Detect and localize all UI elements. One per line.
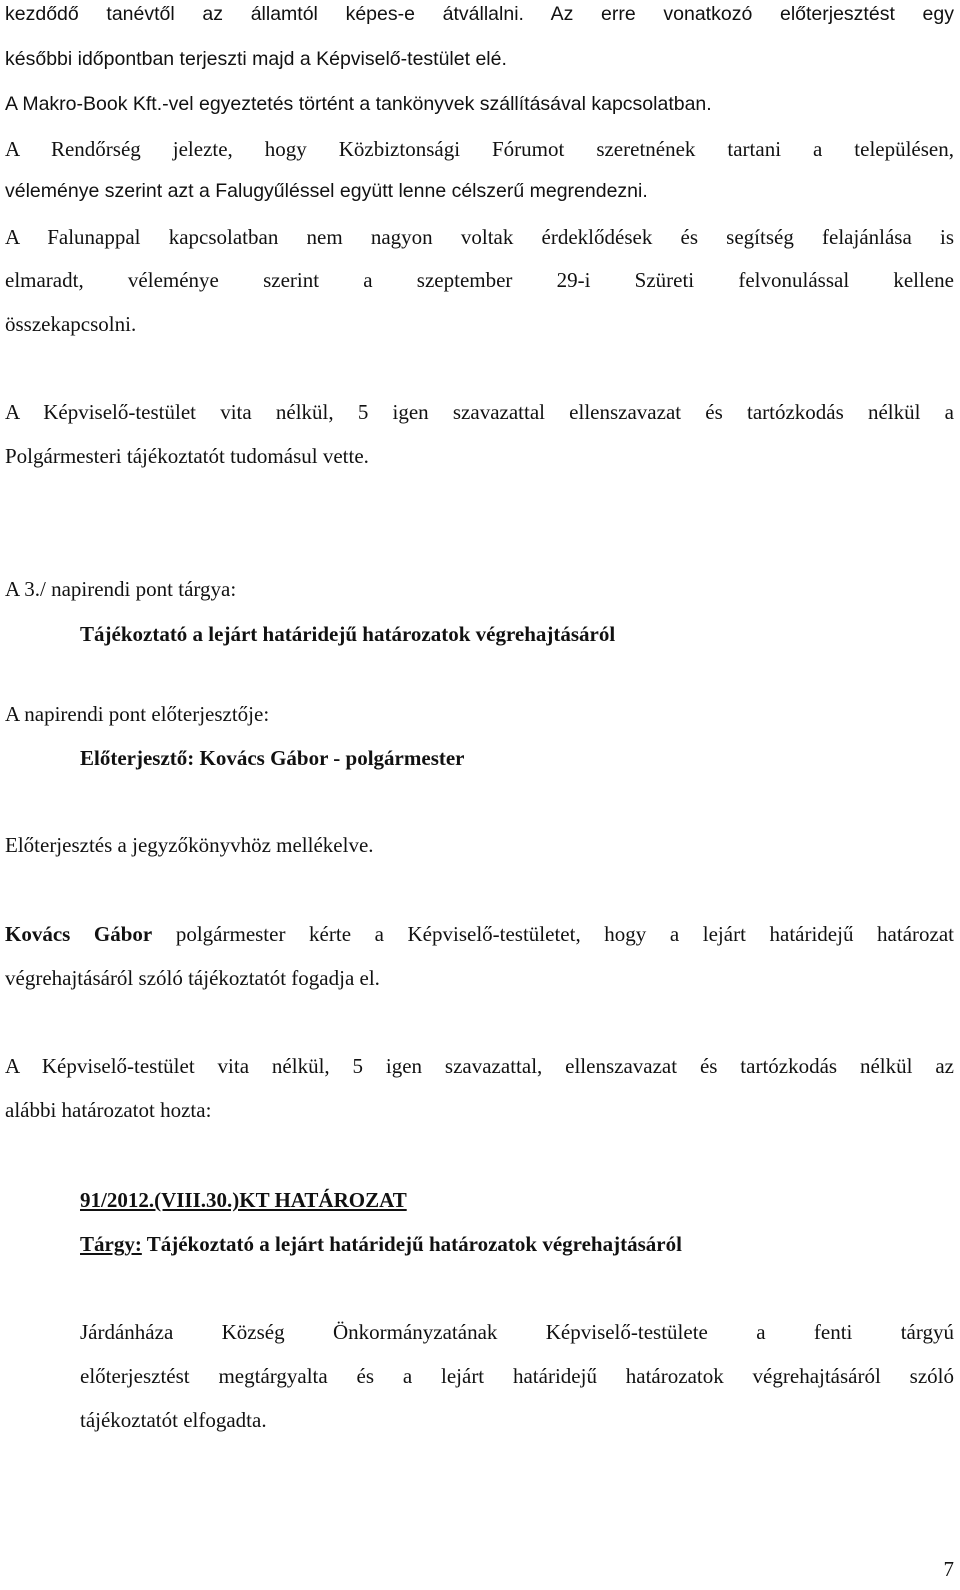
speaker-name: Kovács Gábor	[5, 922, 153, 946]
resolution-body-line: tájékoztatót elfogadta.	[80, 1408, 267, 1432]
paragraph-line: A Rendőrség jelezte, hogy Közbiztonsági Fórumot szeretnének tartani a településen,	[5, 137, 954, 161]
paragraph-line: elmaradt, véleménye szerint a szeptember 29-i Szüreti felvonulással kellene	[5, 268, 954, 292]
paragraph-line: kezdődő tanévtől az államtól képes-e átvállalni. Az erre vonatkozó előterjesztést egy	[5, 3, 954, 25]
paragraph-line: összekapcsolni.	[5, 312, 137, 336]
resolution-subject	[80, 1234, 682, 1255]
paragraph-line: véleménye szerint azt a Falugyűléssel együtt lenne célszerű megrendezni.	[5, 180, 648, 202]
presenter-heading: A napirendi pont előterjesztője:	[5, 702, 270, 726]
vote-line: A Képviselő-testület vita nélkül, 5 igen szavazattal, ellenszavazat és tartózkodás nélkül az	[5, 1054, 954, 1078]
discussion-line: végrehajtásáról szóló tájékoztatót fogadja el.	[5, 966, 380, 990]
page-number: 7	[943, 1557, 954, 1581]
vote-line: alábbi határozatot hozta:	[5, 1098, 212, 1122]
attachment-note: Előterjesztés a jegyzőkönyvhöz mellékelve.	[5, 833, 374, 857]
resolution-body-line: Járdánháza Község Önkormányzatának Képviselő-testülete a fenti tárgyú	[80, 1320, 954, 1344]
resolution-subject-label: Tárgy:	[80, 1232, 142, 1256]
discussion-line	[5, 924, 954, 945]
paragraph-line: A Képviselő-testület vita nélkül, 5 igen szavazattal ellenszavazat és tartózkodás nélkül a	[5, 400, 954, 424]
paragraph-line: későbbi időpontban terjeszti majd a Képviselő-testület elé.	[5, 48, 507, 70]
discussion-text: polgármester kérte a Képviselő-testületet, hogy a lejárt határidejű határozat	[152, 922, 954, 946]
paragraph-line: A Makro-Book Kft.-vel egyeztetés történt a tankönyvek szállításával kapcsolatban.	[5, 93, 712, 115]
resolution-subject-text: Tájékoztató a lejárt határidejű határozatok végrehajtásáról	[141, 1232, 682, 1256]
paragraph-line: Polgármesteri tájékoztatót tudomásul vette.	[5, 444, 369, 468]
paragraph-line: A Falunappal kapcsolatban nem nagyon voltak érdeklődések és segítség felajánlása is	[5, 225, 954, 249]
resolution-number: 91/2012.(VIII.30.)KT HATÁROZAT	[80, 1188, 407, 1212]
resolution-body-line: előterjesztést megtárgyalta és a lejárt határidejű határozatok végrehajtásáról szóló	[80, 1364, 954, 1388]
agenda-heading: A 3./ napirendi pont tárgya:	[5, 577, 237, 601]
presenter-name: Előterjesztő: Kovács Gábor - polgármester	[80, 746, 465, 770]
agenda-subject: Tájékoztató a lejárt határidejű határozatok végrehajtásáról	[80, 622, 616, 646]
